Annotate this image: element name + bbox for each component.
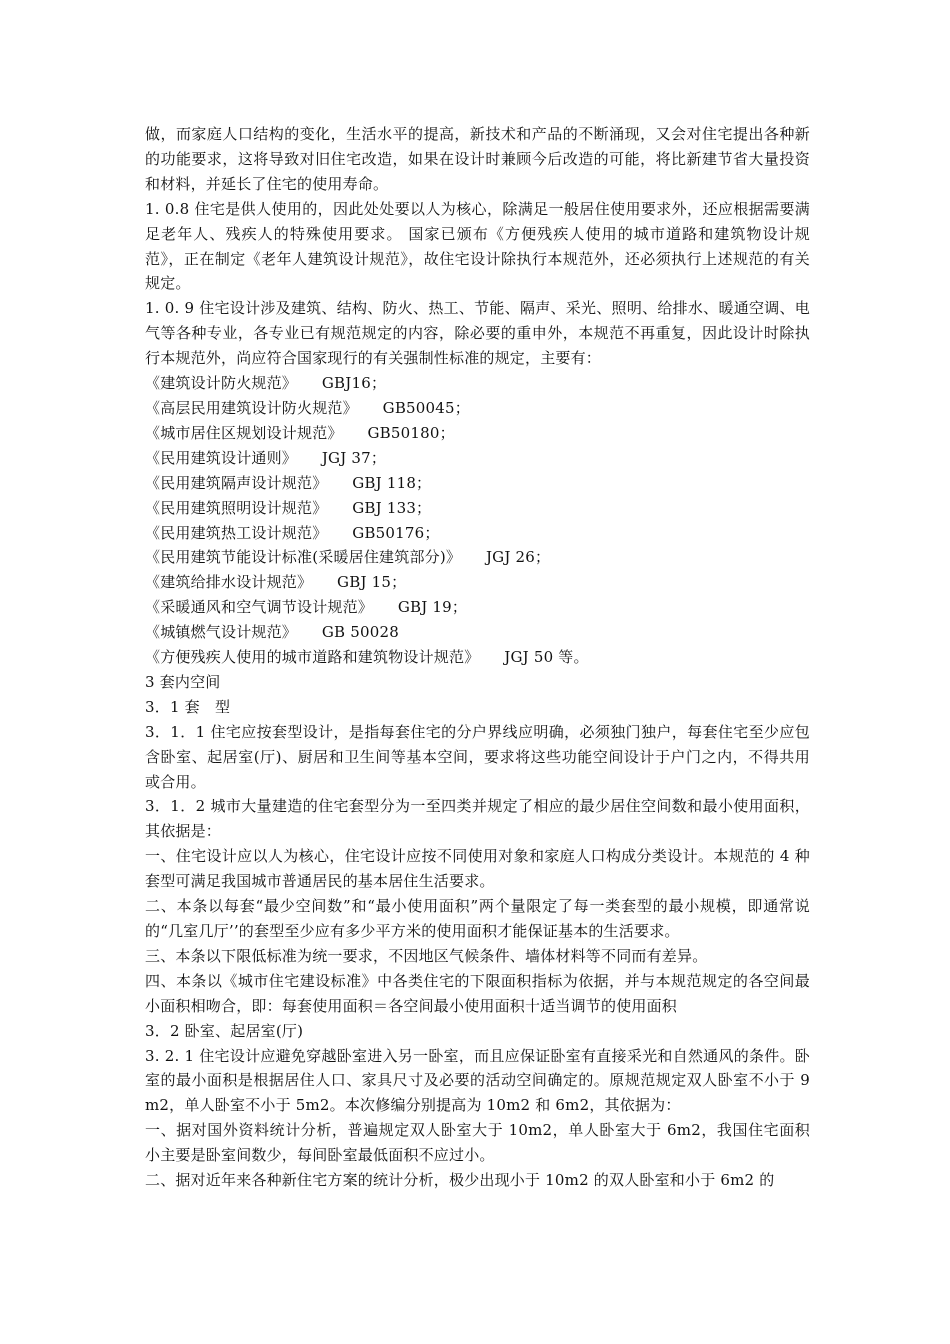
- paragraph-1-0-8: 1. 0.8 住宅是供人使用的，因此处处要以人为核心，除满足一般居住使用要求外，还应根据需要满足老年人、残疾人的特殊使用要求。 国家已颁布《方便残疾人使用的城市道路和建筑物设计规范》，正在制定《老年人建筑设计规范》，故住宅设计除执行本规范外，还必须执行上述规范的有关规定。: [145, 199, 810, 293]
- standard-reference-item: 《城市居住区规划设计规范》 GB50180；: [145, 423, 455, 442]
- list-item-basis-2: 二、据对近年来各种新住宅方案的统计分析，极少出现小于 10m2 的双人卧室和小于 6m2 的: [145, 1171, 775, 1190]
- list-item-reason-4: 四、本条以《城市住宅建设标准》中各类住宅的下限面积指标为依据，并与本规范规定的各空间最小面积相吻合，即：每套使用面积＝各空间最小使用面积十适当调节的使用面积: [145, 971, 810, 1015]
- paragraph-3-2-1: 3. 2. 1 住宅设计应避免穿越卧室进入另一卧室，而且应保证卧室有直接采光和自然通风的条件。卧室的最小面积是根据居住人口、家具尺寸及必要的活动空间确定的。原规范规定双人卧室不小于 9m2，单人卧室不小于 5m2。本次修编分别提高为 10m2 和 6m2，其依据为：: [145, 1046, 810, 1115]
- paragraph-3-1-1: 3．1．1 住宅应按套型设计，是指每套住宅的分户界线应明确，必须独门独户，每套住宅至少应包含卧室、起居室(厅)、厨居和卫生间等基本空间，要求将这些功能空间设计于户门之内，不得共用或合用。: [145, 722, 810, 791]
- standard-reference-item: 《民用建筑照明设计规范》 GBJ 133；: [145, 498, 432, 517]
- standard-reference-item: 《建筑设计防火规范》 GBJ16；: [145, 374, 387, 393]
- section-heading-3-2: 3．2 卧室、起居室(厅): [145, 1021, 304, 1040]
- list-item-basis-1: 一、据对国外资料统计分析，普遍规定双人卧室大于 10m2，单人卧室大于 6m2，我国住宅面积小主要是卧室间数少，每间卧室最低面积不应过小。: [145, 1121, 810, 1165]
- standard-reference-item: 《民用建筑隔声设计规范》 GBJ 118；: [145, 473, 432, 492]
- standard-reference-item: 《民用建筑设计通则》 JGJ 37；: [145, 448, 387, 467]
- list-item-reason-1: 一、住宅设计应以人为核心，住宅设计应按不同使用对象和家庭人口构成分类设计。本规范的 4 种套型可满足我国城市普通居民的基本居住生活要求。: [145, 847, 810, 891]
- list-item-reason-2: 二、本条以每套“最少空间数”和“最小使用面积”两个量限定了每一类套型的最小规模，即通常说的“几室几厅’’的套型至少应有多少平方米的使用面积才能保证基本的生活要求。: [145, 897, 810, 940]
- document-body: [145, 122, 810, 1193]
- section-heading-3-1: 3．1 套 型: [145, 697, 231, 716]
- list-item-reason-3: 三、本条以下限低标准为统一要求，不因地区气候条件、墙体材料等不同而有差异。: [145, 946, 708, 965]
- standard-reference-item: 《采暖通风和空气调节设计规范》 GBJ 19；: [145, 598, 468, 617]
- standard-reference-item: 《城镇燃气设计规范》 GB 50028: [145, 623, 399, 642]
- section-heading-3: 3 套内空间: [145, 672, 221, 691]
- standard-reference-item: 《方便残疾人使用的城市道路和建筑物设计规范》 JGJ 50 等。: [145, 648, 589, 667]
- paragraph-1-0-9: 1. 0. 9 住宅设计涉及建筑、结构、防火、热工、节能、隔声、采光、照明、给排水、暖通空调、电气等各种专业，各专业已有规范规定的内容，除必要的重申外，本规范不再重复，因此设计时除执行本规范外，尚应符合国家现行的有关强制性标准的规定，主要有：: [145, 299, 810, 368]
- paragraph-intro-continuation: 做，而家庭人口结构的变化，生活水平的提高，新技术和产品的不断涌现，又会对住宅提出各种新的功能要求，这将导致对旧住宅改造，如果在设计时兼顾今后改造的可能，将比新建节省大量投资和材料，并延长了住宅的使用寿命。: [145, 125, 810, 193]
- paragraph-3-1-2: 3．1．2 城市大量建造的住宅套型分为一至四类并规定了相应的最少居住空间数和最小使用面积，其依据是：: [145, 797, 810, 841]
- standard-reference-item: 《建筑给排水设计规范》 GBJ 15；: [145, 573, 407, 592]
- standard-reference-item: 《民用建筑热工设计规范》 GB50176；: [145, 523, 440, 542]
- standard-reference-item: 《高层民用建筑设计防火规范》 GB50045；: [145, 398, 470, 417]
- standard-reference-item: 《民用建筑节能设计标准(采暖居住建筑部分)》 JGJ 26；: [145, 548, 551, 567]
